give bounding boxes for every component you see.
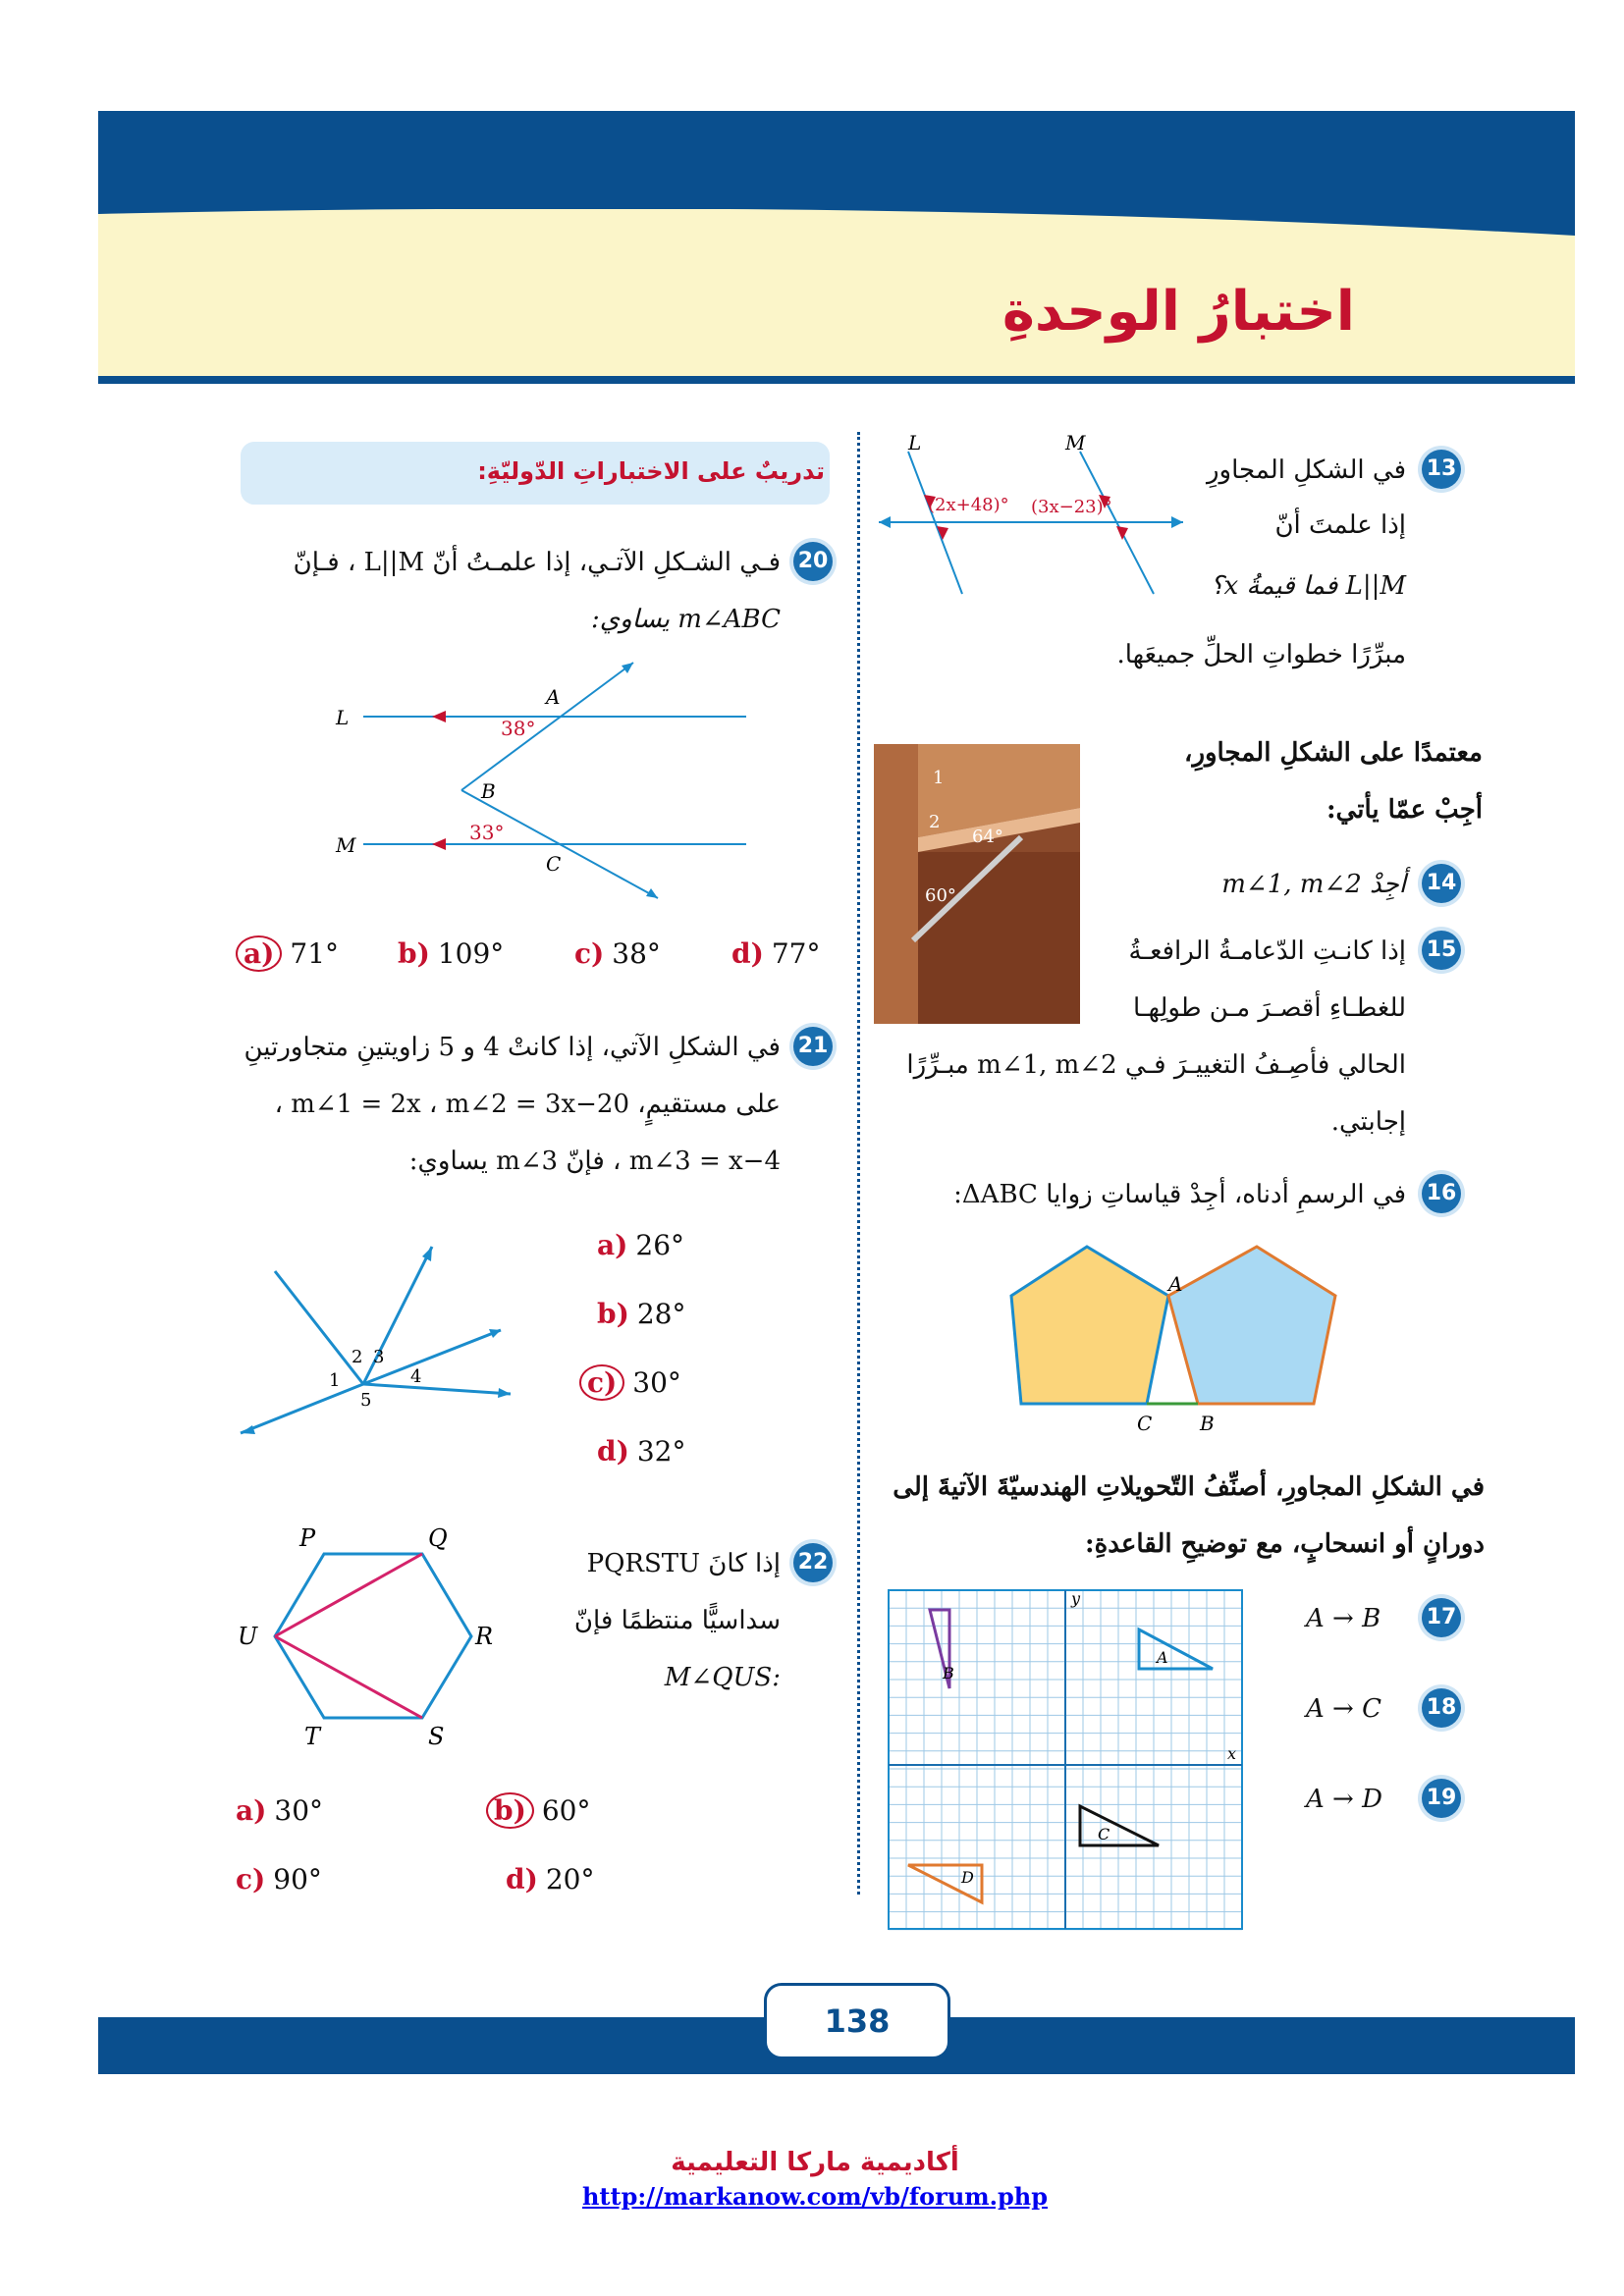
- grid-label-C: C: [1098, 1825, 1110, 1843]
- q13-line3: L||M فما قيمةُ x؟: [1210, 571, 1406, 601]
- q22-label-Q: Q: [428, 1524, 448, 1552]
- photo-label-1: 1: [933, 768, 945, 788]
- q21-angle-1: 1: [329, 1370, 341, 1391]
- question-number: 15: [1422, 931, 1461, 970]
- q13-figure: [869, 432, 1193, 609]
- photo-angle-60: 60°: [925, 885, 956, 906]
- question-number: 18: [1422, 1688, 1461, 1728]
- question-number: 22: [793, 1543, 833, 1582]
- q14-intro-line1: معتمدًا على الشكلِ المجاورِ،: [1184, 738, 1483, 768]
- photo-angle-64: 64°: [972, 827, 1003, 847]
- q22-label-R: R: [475, 1623, 494, 1650]
- page-title: اختبارُ الوحدةِ: [1001, 280, 1355, 344]
- q21-line1: في الشكلِ الآتي، إذا كانتْ 4 و 5 زاويتينِ متجاورتينِ: [244, 1033, 781, 1062]
- q22-option-c[interactable]: c) 90°: [236, 1863, 322, 1896]
- q20-label-A: A: [546, 685, 561, 709]
- question-number: 17: [1422, 1598, 1461, 1637]
- q21-angle-5: 5: [360, 1390, 372, 1411]
- cabinet-photo: [874, 744, 1080, 1024]
- question-number: 21: [793, 1027, 833, 1066]
- grid-xlabel: x: [1227, 1744, 1237, 1763]
- q20-option-b[interactable]: b) 109°: [398, 937, 505, 970]
- q14-text: أجِدْ m∠1, m∠2: [1221, 870, 1406, 899]
- q20-option-c[interactable]: c) 38°: [574, 937, 661, 970]
- q18-text: A → C: [1306, 1694, 1381, 1724]
- q21-option-d[interactable]: d) 32°: [597, 1435, 686, 1468]
- q13-line1: في الشكلِ المجاورِ: [1206, 455, 1406, 485]
- question-number: 19: [1422, 1779, 1461, 1818]
- q15-line2: للغطـاءِ أقصـرَ مـن طولِهـا: [1132, 993, 1406, 1023]
- q17-text: A → B: [1306, 1604, 1381, 1633]
- international-tests-title: تدريبٌ على الاختباراتِ الدّوليّةِ:: [477, 457, 825, 485]
- q13-angle-2: (3x−23)°: [1031, 497, 1112, 517]
- q16-pentagons: [1001, 1242, 1345, 1435]
- q13-angle-1: (2x+48)°: [928, 495, 1009, 515]
- q14-intro-line2: أجِبْ عمّا يأتي:: [1326, 795, 1483, 825]
- question-number: 16: [1422, 1174, 1461, 1213]
- q16-text: في الرسمِ أدناه، أجِدْ قياساتِ زوايا ΔABC:: [953, 1180, 1406, 1209]
- q13-line2: إذا علمتَ أنّ: [1274, 510, 1406, 540]
- question-number: 13: [1422, 450, 1461, 489]
- q21-angle-2: 2: [352, 1347, 363, 1367]
- q22-option-b[interactable]: b) 60°: [486, 1794, 590, 1827]
- grid-label-B: B: [943, 1664, 954, 1682]
- q19-text: A → D: [1306, 1785, 1382, 1814]
- q21-line2: على مستقيمٍ، m∠1 = 2x ، m∠2 = 3x−20 ،: [274, 1090, 781, 1119]
- q20-label-C: C: [546, 852, 562, 876]
- q20-angle-33: 33°: [469, 821, 505, 844]
- header-curve: [98, 196, 1575, 236]
- q20-label-L: L: [336, 706, 350, 729]
- grid-ylabel: y: [1071, 1589, 1081, 1608]
- q15-line1: إذا كانـتِ الدّعامـةُ الرافعـةُ: [1128, 936, 1406, 966]
- q22-label-S: S: [428, 1723, 445, 1750]
- q20-option-d[interactable]: d) 77°: [731, 937, 821, 970]
- q21-angle-3: 3: [373, 1347, 385, 1367]
- q13-line4: مبرِّرًا خطواتِ الحلِّ جميعَها.: [1116, 640, 1406, 669]
- q22-line1: إذا كانَ PQRSTU: [586, 1549, 781, 1578]
- q21-line3: m∠3 = x−4 ، فإنّ m∠3 يساوي:: [408, 1147, 781, 1176]
- q20-figure: [324, 653, 756, 903]
- q21-figure: [236, 1237, 520, 1443]
- question-number: 20: [793, 542, 833, 581]
- header-bottom-line: [98, 376, 1575, 384]
- q21-option-a[interactable]: a) 26°: [597, 1229, 685, 1261]
- q22-label-T: T: [304, 1723, 321, 1750]
- q22-line2: سداسيًّا منتظمًا فإنّ: [573, 1606, 781, 1635]
- q22-line3: :M∠QUS: [664, 1663, 781, 1692]
- q22-option-d[interactable]: d) 20°: [506, 1863, 595, 1896]
- q20-label-M: M: [336, 833, 356, 857]
- q20-angle-38: 38°: [501, 717, 536, 740]
- q20-line2: m∠ABC يساوي:: [591, 605, 781, 634]
- q20-line1: فـي الشـكلِ الآتـي، إذا علمـتُ أنّ L||M ، فـإنّ: [293, 548, 781, 577]
- question-number: 14: [1422, 864, 1461, 903]
- q16-label-C: C: [1137, 1412, 1153, 1435]
- q13-label-M: M: [1065, 431, 1086, 454]
- academy-link[interactable]: http://markanow.com/vb/forum.php: [581, 2182, 1049, 2211]
- q15-line4: إجابتي.: [1330, 1107, 1406, 1137]
- academy-name: أكاديمية ماركا التعليمية: [671, 2148, 959, 2177]
- coordinate-grid: [889, 1590, 1242, 1929]
- grid-label-A: A: [1157, 1648, 1168, 1667]
- q21-option-b[interactable]: b) 28°: [597, 1298, 686, 1330]
- q21-option-c[interactable]: c) 30°: [579, 1366, 681, 1399]
- q13-label-L: L: [908, 431, 922, 454]
- q22-label-U: U: [238, 1623, 258, 1650]
- q20-option-a[interactable]: a) 71°: [236, 937, 339, 970]
- q22-label-P: P: [299, 1524, 316, 1552]
- q16-label-A: A: [1168, 1272, 1183, 1296]
- column-divider: [857, 432, 860, 1895]
- photo-label-2: 2: [929, 812, 941, 832]
- q20-label-B: B: [481, 779, 496, 803]
- page-number: 138: [764, 1983, 950, 2059]
- transform-intro-line1: في الشكلِ المجاورِ، أصنِّفُ التّحويلاتِ الهندسيّةَ الآتيةَ إلى: [893, 1472, 1485, 1502]
- header-top-band: [98, 111, 1575, 209]
- q16-label-B: B: [1200, 1412, 1215, 1435]
- q15-line3: الحالي فأصِـفُ التغييـرَ فـي m∠1, m∠2 مبـرِّرًا: [906, 1050, 1406, 1080]
- transform-intro-line2: دورانٍ أو انسحابٍ، مع توضيحِ القاعدةِ:: [1084, 1529, 1485, 1559]
- q22-hexagon: [236, 1517, 511, 1752]
- q21-angle-4: 4: [410, 1366, 422, 1387]
- grid-label-D: D: [961, 1868, 974, 1887]
- q22-option-a[interactable]: a) 30°: [236, 1794, 324, 1827]
